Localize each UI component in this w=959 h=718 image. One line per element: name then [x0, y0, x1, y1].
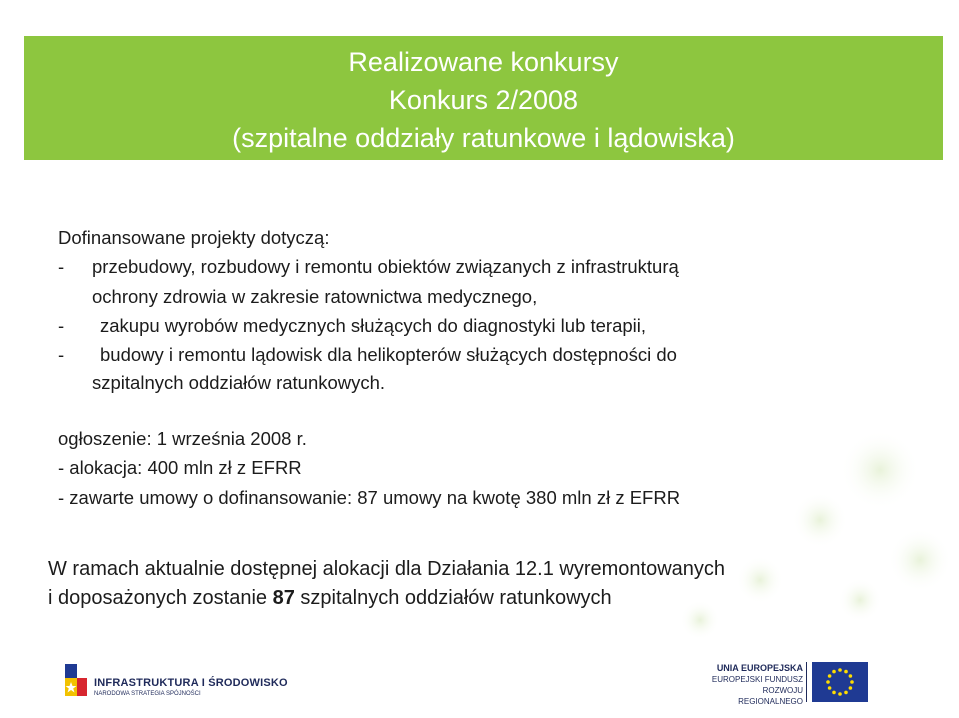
title-line-3: (szpitalne oddziały ratunkowe i lądowiska) — [232, 123, 735, 153]
title-banner — [24, 36, 943, 160]
title-line-2: Konkurs 2/2008 — [388, 85, 579, 115]
item-1-line-2: ochrony zdrowia w zakresie ratownictwa medycznego, — [92, 286, 538, 307]
ie-program-logo-icon — [62, 662, 90, 702]
eu-line-2: EUROPEJSKI FUNDUSZ — [711, 675, 803, 684]
item-2-dash: - — [58, 315, 65, 336]
item-1-line-1: przebudowy, rozbudowy i remontu obiektów związanych z infrastrukturą — [92, 256, 679, 277]
contracts-text: - zawarte umowy o dofinansowanie: 87 umowy na kwotę 380 mln zł z EFRR — [58, 487, 681, 508]
summary-prefix: i doposażonych zostanie — [48, 587, 273, 609]
summary-count: 87 — [272, 587, 295, 609]
item-1-dash: - — [58, 256, 65, 277]
program-name: INFRASTRUKTURA I ŚRODOWISKO — [94, 677, 288, 689]
item-3-line-2: szpitalnych oddziałów ratunkowych. — [92, 372, 386, 393]
intro-text: Dofinansowane projekty dotyczą: — [58, 227, 330, 248]
item-3-line-1: budowy i remontu lądowisk dla helikopterów służących dostępności do — [100, 344, 677, 365]
eu-text-block — [700, 662, 803, 707]
footer-separator — [806, 662, 807, 702]
title-line-1: Realizowane konkursy — [348, 47, 619, 77]
summary-suffix: szpitalnych oddziałów ratunkowych — [294, 587, 612, 609]
item-2-line-1: zakupu wyrobów medycznych służących do diagnostyki lub terapii, — [100, 315, 647, 336]
item-3-dash: - — [58, 344, 65, 365]
allocation-text: - alokacja: 400 mln zł z EFRR — [58, 457, 302, 478]
program-subtitle: NARODOWA STRATEGIA SPÓJNOŚCI — [94, 691, 201, 697]
eu-line-3: ROZWOJU REGIONALNEGO — [738, 686, 803, 706]
announcement-date: ogłoszenie: 1 września 2008 r. — [58, 428, 307, 449]
summary-line-2 — [48, 584, 612, 613]
eu-flag-icon — [812, 662, 868, 702]
summary-line-1: W ramach aktualnie dostępnej alokacji dla Działania 12.1 wyremontowanych — [48, 558, 726, 580]
eu-line-1: UNIA EUROPEJSKA — [716, 663, 803, 673]
